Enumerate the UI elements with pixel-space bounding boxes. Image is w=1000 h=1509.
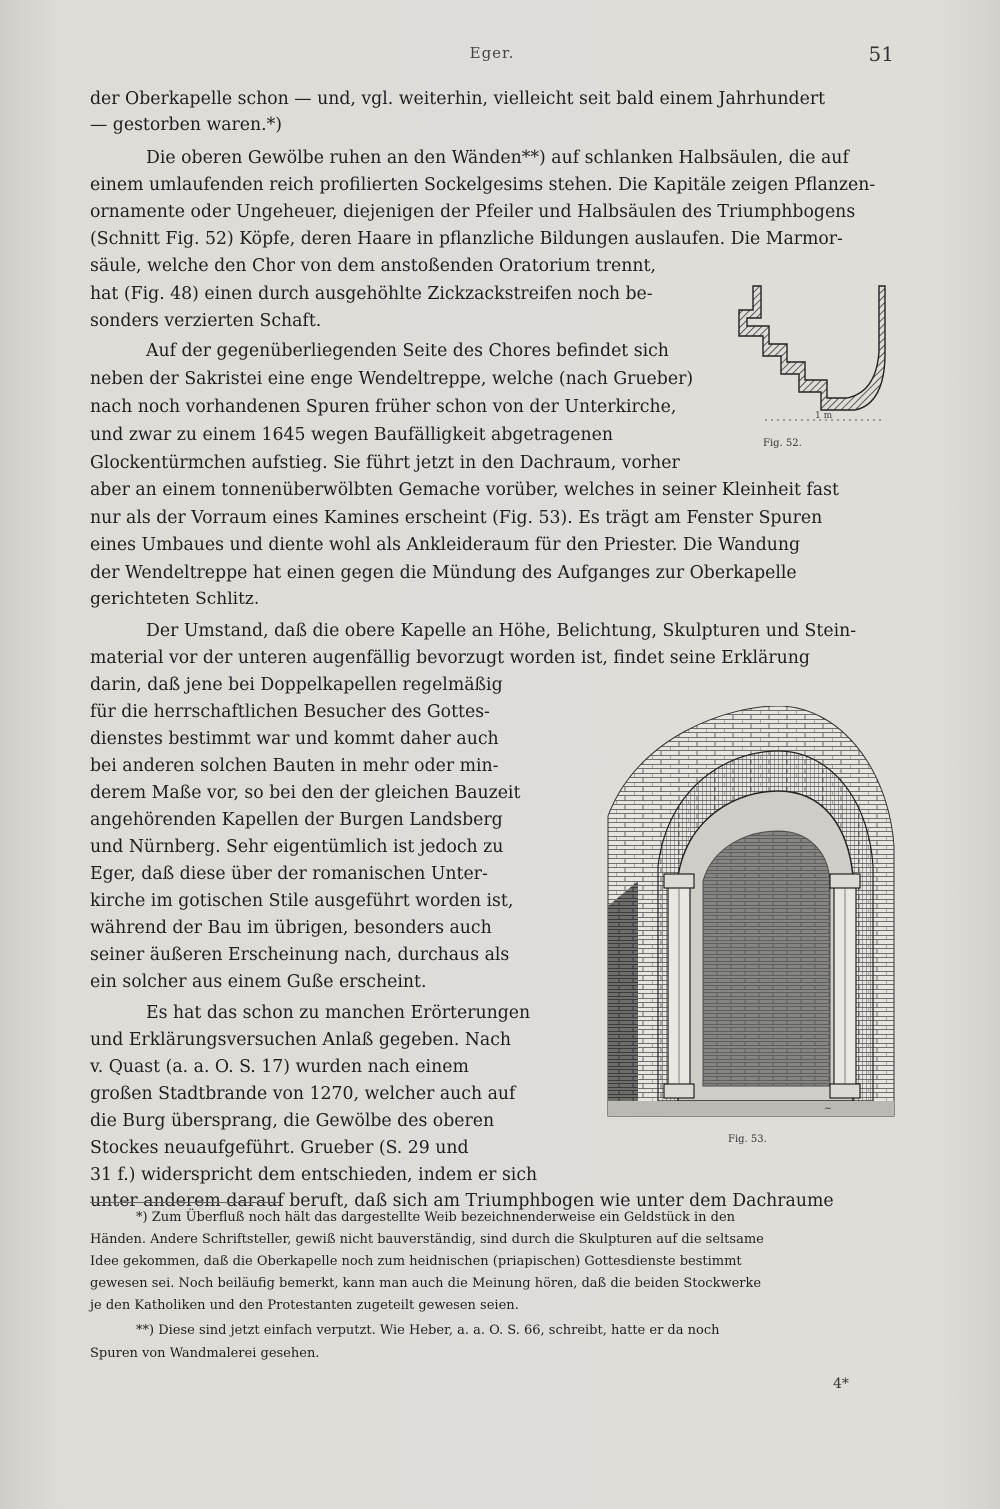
text-line: Glockentürmchen aufstieg. Sie führt jetzt in den Dachraum, vorher <box>90 453 680 473</box>
text-line: v. Quast (a. a. O. S. 17) wurden nach einem <box>90 1057 469 1077</box>
text-line: material vor der unteren augenfällig bevorzugt worden ist, findet seine Erklärung <box>90 648 810 668</box>
text-line: nur als der Vorraum eines Kamines erscheint (Fig. 53). Es trägt am Fenster Spuren <box>90 508 823 528</box>
text-line: — gestorben waren.*) <box>90 115 283 135</box>
text-line: und zwar zu einem 1645 wegen Baufälligkeit abgetragenen <box>90 425 613 445</box>
text-line: gerichteten Schlitz. <box>90 589 260 609</box>
text-line: Der Umstand, daß die obere Kapelle an Höhe, Belichtung, Skulpturen und Stein- <box>146 621 857 641</box>
text-line: neben der Sakristei eine enge Wendeltreppe, welche (nach Grueber) <box>90 369 694 389</box>
text-line: Die oberen Gewölbe ruhen an den Wänden**) auf schlanken Halbsäulen, die auf <box>146 148 849 168</box>
fig-53-vaulted-chamber-illustration <box>598 706 898 1148</box>
text-line: 31 f.) widerspricht dem entschieden, indem er sich <box>90 1165 538 1185</box>
text-line: eines Umbaues und diente wohl als Ankleideraum für den Priester. Die Wandung <box>90 535 801 555</box>
text-line: während der Bau im übrigen, besonders auch <box>90 918 492 938</box>
text-line: unter anderem darauf beruft, daß sich am Triumphbogen wie unter dem Dachraume <box>90 1191 834 1211</box>
text-line: einem umlaufenden reich profilierten Sockelgesims stehen. Die Kapitäle zeigen Pflanzen- <box>90 175 876 195</box>
text-line: für die herrschaftlichen Besucher des Gottes- <box>90 702 490 722</box>
fig-52-profile-section <box>735 282 895 450</box>
fig-52-scale-label: 1 m <box>815 411 833 421</box>
text-line: Stockes neuaufgeführt. Grueber (S. 29 und <box>90 1138 469 1158</box>
text-line: Eger, daß diese über der romanischen Unter- <box>90 864 488 884</box>
text-line: großen Stadtbrande von 1270, welcher auch auf <box>90 1084 516 1104</box>
text-line: ornamente oder Ungeheuer, diejenigen der Pfeiler und Halbsäulen des Triumphbogens <box>90 202 856 222</box>
text-line: und Erklärungsversuchen Anlaß gegeben. Nach <box>90 1030 512 1050</box>
footnote-line: gewesen sei. Noch beiläufig bemerkt, kann man auch die Meinung hören, daß die beiden Stockwerke <box>90 1276 762 1291</box>
text-line: nach noch vorhandenen Spuren früher schon von der Unterkirche, <box>90 397 677 417</box>
text-line: (Schnitt Fig. 52) Köpfe, deren Haare in pflanzliche Bildungen auslaufen. Die Marmor- <box>90 229 843 249</box>
footnote-line: je den Katholiken und den Protestanten zugeteilt gewesen seien. <box>90 1298 519 1313</box>
footnote-line: **) Diese sind jetzt einfach verputzt. Wie Heber, a. a. O. S. 66, schreibt, hatte er da noch <box>136 1323 720 1338</box>
text-line: dienstes bestimmt war und kommt daher auch <box>90 729 499 749</box>
text-line: säule, welche den Chor von dem anstoßenden Oratorium trennt, <box>90 256 656 276</box>
page-header <box>90 44 894 74</box>
text-line: aber an einem tonnenüberwölbten Gemache vorüber, welches in seiner Kleinheit fast <box>90 480 839 500</box>
footnote-line: *) Zum Überfluß noch hält das dargestellte Weib bezeichnenderweise ein Geldstück in den <box>136 1210 736 1225</box>
text-line: hat (Fig. 48) einen durch ausgehöhlte Zickzackstreifen noch be- <box>90 284 653 304</box>
text-line: die Burg übersprang, die Gewölbe des oberen <box>90 1111 495 1131</box>
text-line: sonders verzierten Schaft. <box>90 311 322 331</box>
text-line: ein solcher aus einem Guße erscheint. <box>90 972 427 992</box>
text-line: derem Maße vor, so bei den der gleichen Bauzeit <box>90 783 521 803</box>
text-line: angehörenden Kapellen der Burgen Landsberg <box>90 810 503 830</box>
text-line: kirche im gotischen Stile ausgeführt worden ist, <box>90 891 514 911</box>
svg-text:~: ~ <box>824 1104 832 1114</box>
text-line: der Wendeltreppe hat einen gegen die Mündung des Aufganges zur Oberkapelle <box>90 563 797 583</box>
footnote-line: Spuren von Wandmalerei gesehen. <box>90 1346 320 1361</box>
fig-52-caption: Fig. 52. <box>763 438 802 449</box>
text-line: und Nürnberg. Sehr eigentümlich ist jedoch zu <box>90 837 504 857</box>
running-title: Eger. <box>469 44 515 62</box>
text-line: darin, daß jene bei Doppelkapellen regelmäßig <box>90 675 503 695</box>
footnote-divider <box>90 1202 280 1203</box>
fig-53-caption: Fig. 53. <box>728 1134 767 1145</box>
footnote-line: Händen. Andere Schriftsteller, gewiß nicht bauverständig, sind durch die Skulpturen auf die seltsame <box>90 1232 764 1247</box>
signature-mark: 4* <box>833 1376 849 1392</box>
text-line: bei anderen solchen Bauten in mehr oder min- <box>90 756 499 776</box>
page-number: 51 <box>868 42 894 66</box>
text-line: der Oberkapelle schon — und, vgl. weiterhin, vielleicht seit bald einem Jahrhundert <box>90 89 826 109</box>
text-line: Auf der gegenüberliegenden Seite des Chores befindet sich <box>146 341 669 361</box>
text-line: Es hat das schon zu manchen Erörterungen <box>146 1003 531 1023</box>
text-line: seiner äußeren Erscheinung nach, durchaus als <box>90 945 510 965</box>
footnote-line: Idee gekommen, daß die Oberkapelle noch zum heidnischen (priapischen) Gottesdienste bestimmt <box>90 1254 742 1269</box>
